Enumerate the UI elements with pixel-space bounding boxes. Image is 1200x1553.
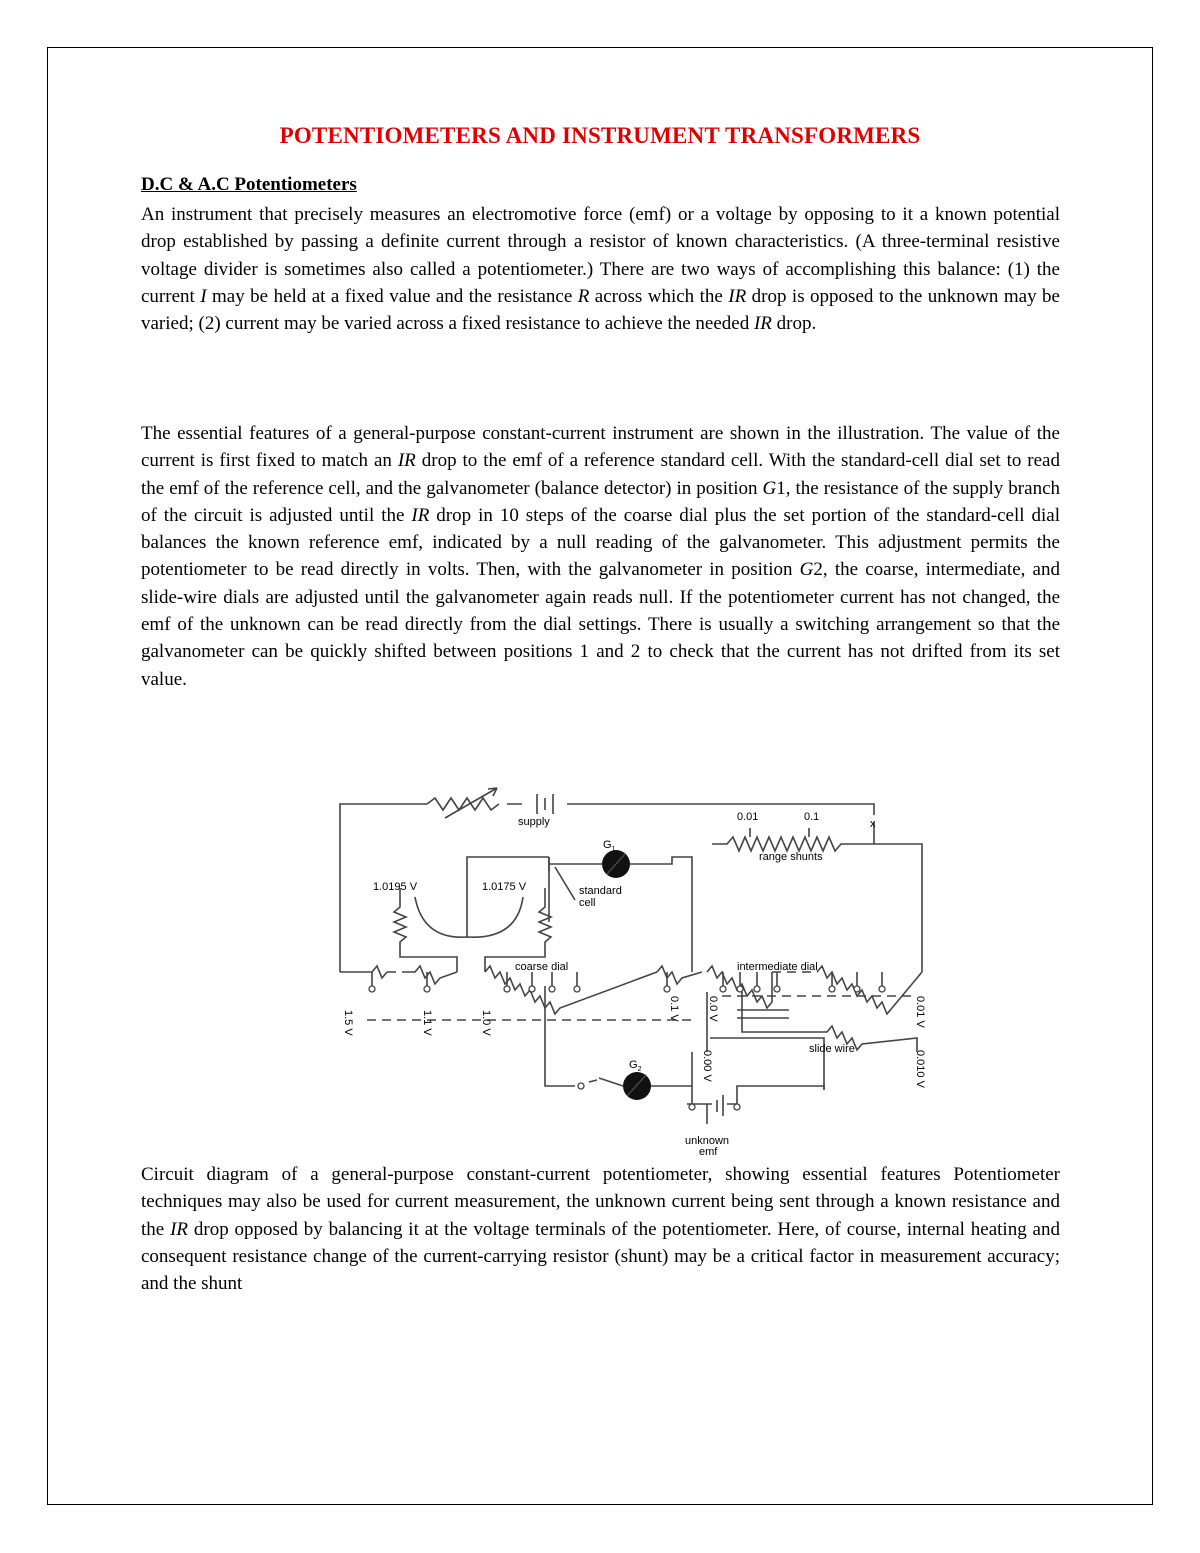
supply-cell [537,794,553,814]
shunt-x-label: x [870,818,876,830]
text-run: may be held at a fixed value and the resistance [206,285,578,307]
g1-label: $G_1$ [603,839,616,853]
g2-label: $G_2$ [629,1059,642,1073]
unknown-emf-label-1: unknown [685,1135,730,1147]
voltage-0.1-label: 0.1 V [668,996,680,1022]
voltage-0.010-label: 0.010 V [914,1050,926,1088]
italic-term: G [799,559,814,581]
range-shunts-label: range shunts [759,851,823,863]
voltage-0.00-label: 0.00 V [701,1050,713,1082]
unknown-emf-wire [687,1086,824,1124]
caption-paragraph [141,1161,1060,1297]
coarse-dial-label: coarse dial [515,961,569,973]
range-shunts-resistor [712,822,922,972]
intermediate-dial-label: intermediate dial [737,961,818,973]
section-heading: D.C & A.C Potentiometers [141,174,357,195]
shunt-0.1-label: 0.1 [804,811,820,823]
std-1.0195-label: 1.0195 V [373,881,418,893]
potentiometer-circuit-diagram [327,782,942,1158]
text-run: across which the [589,285,729,307]
voltage-1.0-label: 1.0 V [480,1010,492,1036]
voltage-0.01-label: 0.01 V [914,996,926,1028]
std-1.0175-label: 1.0175 V [482,881,527,893]
std-dial-arc [415,897,523,937]
document-title: POTENTIOMETERS AND INSTRUMENT TRANSFORMERS [279,123,921,148]
italic-term: IR [411,504,430,526]
slide-wire [707,992,917,1090]
italic-term: I [200,285,207,307]
shunt-0.01-label: 0.01 [737,811,759,823]
unknown-emf-label-2: emf [699,1146,718,1158]
unknown-terminal-right [734,1104,740,1110]
text-run: drop opposed by balancing it at the voltage terminals of the potentiometer. Here, of course, internal heating and consequent resistance change of the current-carrying resistor (shunt) may be a critical factor in measurement accuracy; and the shunt [141,1218,1060,1295]
italic-term: R [577,285,590,307]
italic-term: IR [170,1218,189,1240]
text-run: 2, the coarse, intermediate, and slide-wire dials are adjusted until the galvanometer again reads null. If the potentiometer current has not changed, the emf of the unknown can be read directly from the dial settings. There is usually a switching arrangement so that the galvanometer can be quickly shifted between positions 1 and 2 to check that the current has not drifted from its set value. [141,559,1060,690]
standard-cell-label-1: standard [579,885,622,897]
text-run: drop in 10 steps of the coarse dial plus the set portion of the standard-cell dial balances the known reference emf, indicated by a null reading of the galvanometer. This adjustment permits the potentiometer to be read directly in volts. Then, with the galvanometer in position [141,504,1060,581]
text-run: Circuit diagram of a general-purpose constant-current potentiometer, showing essential features Potentiometer techniques may also be used for current measurement, the unknown current being sent through a known resistance and the [141,1164,1060,1240]
ganged-link [367,996,917,1020]
unknown-terminal-left [689,1104,695,1110]
paragraph-1 [141,201,1060,337]
std-dial-right [485,888,551,972]
slide-wire-label: slide wire [809,1043,855,1055]
voltage-1.5-label: 1.5 V [342,1010,354,1036]
text-run: drop is opposed to the unknown may be varied; (2) current may be varied across a fixed resistance to achieve the needed [141,285,1060,335]
voltage-1.1-label: 1.1 V [421,1010,433,1036]
supply-label: supply [518,816,550,828]
std-dial-left [394,888,457,972]
standard-cell-label-2: cell [579,897,596,909]
rheostat-arrow [445,788,497,818]
text-run: 1, the resistance of the supply branch of the circuit is adjusted until the [141,477,1060,526]
voltage-0.0-label: 0.0 V [707,996,719,1022]
std-dial-centre [467,857,549,937]
italic-term: IR [728,285,747,307]
italic-term: G [762,477,777,499]
text-run: The essential features of a general-purpose constant-current instrument are shown in the illustration. The value of the current is first fixed to match an [141,423,1060,472]
text-run: drop to the emf of a reference standard cell. With the standard-cell dial set to read the emf of the reference cell, and the galvanometer (balance detector) in position [141,450,1060,499]
text-run: An instrument that precisely measures an electromotive force (emf) or a voltage by opposing to it a known potential drop established by passing a definite current through a resistor of known characteristics. (A three-terminal resistive voltage divider is sometimes also called a potentiometer.) There are two ways of accomplishing this balance: (1) the current [141,204,1060,307]
italic-term: IR [753,313,772,335]
paragraph-2 [141,420,1060,693]
text-run: drop. [771,313,817,335]
g2-switch-terminal [578,1083,584,1089]
italic-term: IR [397,450,416,472]
